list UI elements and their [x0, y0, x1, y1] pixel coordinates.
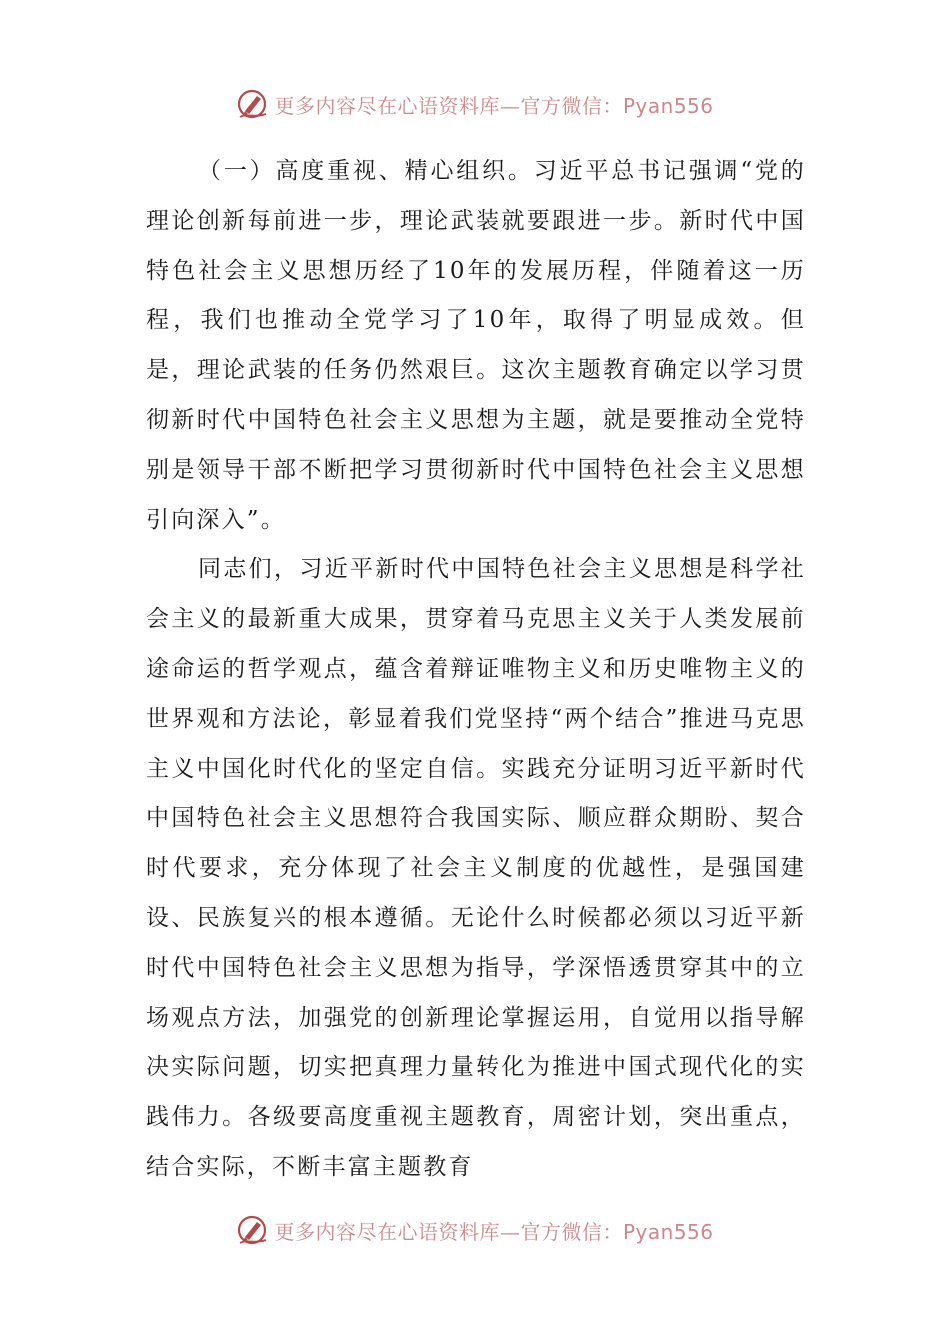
watermark-wechat-id: Pyan556	[622, 93, 714, 118]
watermark-text: 更多内容尽在心语资料库—官方微信：Pyan556	[274, 93, 714, 118]
paragraph-1: （一）高度重视、精心组织。习近平总书记强调“党的理论创新每前进一步，理论武装就要跟进一步。新时代中国特色社会主义思想历经了10年的发展历程，伴随着这一历程，我们也推动全党学习了10年，取得了明显成效。但是，理论武装的任务仍然艰巨。这次主题教育确定以学习贯彻新时代中国特色社会主义思想为主题，就是要推动全党特别是领导干部不断把学习贯彻新时代中国特色社会主义思想引向深入”。	[146, 158, 806, 533]
document-body	[146, 147, 806, 1193]
footer-watermark	[0, 1208, 950, 1252]
pen-seal-icon	[236, 1213, 270, 1247]
watermark-wechat-id: Pyan556	[622, 1219, 714, 1244]
header-watermark	[0, 82, 950, 126]
watermark-text: 更多内容尽在心语资料库—官方微信：Pyan556	[274, 1219, 714, 1244]
pen-seal-icon	[236, 87, 270, 121]
paragraph-2: 同志们，习近平新时代中国特色社会主义思想是科学社会主义的最新重大成果，贯穿着马克思主义关于人类发展前途命运的哲学观点，蕴含着辩证唯物主义和历史唯物主义的世界观和方法论，彰显着我们党坚持“两个结合”推进马克思主义中国化时代化的坚定自信。实践充分证明习近平新时代中国特色社会主义思想符合我国实际、顺应群众期盼、契合时代要求，充分体现了社会主义制度的优越性，是强国建设、民族复兴的根本遵循。无论什么时候都必须以习近平新时代中国特色社会主义思想为指导，学深悟透贯穿其中的立场观点方法，加强党的创新理论掌握运用，自觉用以指导解决实际问题，切实把真理力量转化为推进中国式现代化的实践伟力。各级要高度重视主题教育，周密计划，突出重点，结合实际，不断丰富主题教育	[146, 556, 806, 1180]
